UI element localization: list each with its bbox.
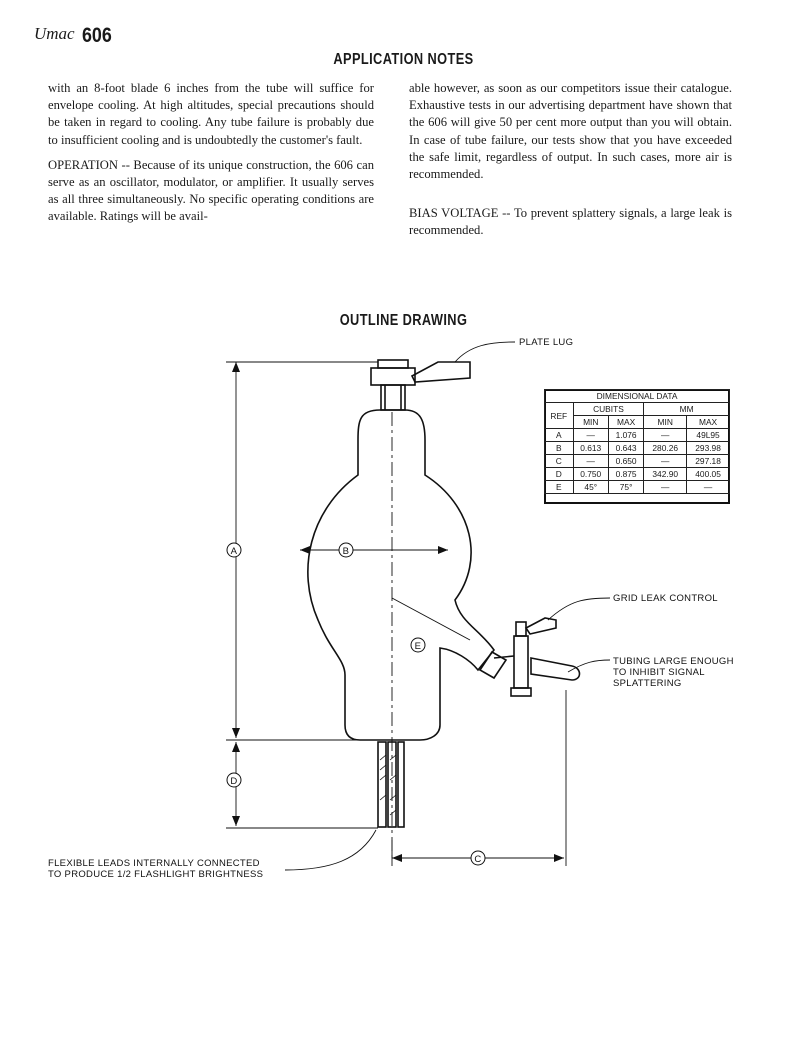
plate-nut xyxy=(371,368,415,385)
table-title: DIMENSIONAL DATA xyxy=(545,390,730,403)
table-cell: A xyxy=(545,429,574,442)
table-cell: — xyxy=(687,481,730,494)
table-cell: 342.90 xyxy=(644,468,687,481)
plate-lug xyxy=(412,362,470,382)
table-group-cubits: CUBITS xyxy=(573,403,644,416)
plate-lug-label: PLATE LUG xyxy=(519,337,574,348)
table-row xyxy=(545,481,730,494)
leads-label-line-2: TO PRODUCE 1/2 FLASHLIGHT BRIGHTNESS xyxy=(48,869,264,880)
table-cell: C xyxy=(545,455,574,468)
table-cell: — xyxy=(573,429,608,442)
table-cell: D xyxy=(545,468,574,481)
brand-logo: Umac xyxy=(34,24,75,43)
table-subheader: MIN xyxy=(644,416,687,429)
table-row xyxy=(545,455,730,468)
outline-drawing-title: OUTLINE DRAWING xyxy=(339,312,468,329)
application-notes-title: APPLICATION NOTES xyxy=(333,51,474,68)
tubing-label-line-1: TUBING LARGE ENOUGH xyxy=(613,656,734,667)
table-cell: 49L95 xyxy=(687,429,730,442)
table-cell: 0.875 xyxy=(608,468,643,481)
table-cell: 0.643 xyxy=(608,442,643,455)
leads-label-line-1: FLEXIBLE LEADS INTERNALLY CONNECTED xyxy=(48,858,260,869)
table-ref-header: REF xyxy=(545,403,574,429)
right-column xyxy=(409,80,732,248)
grid-leak-valve xyxy=(514,636,528,688)
left-paragraph-1: with an 8-foot blade 6 inches from the tube will suffice for envelope cooling. At high altitudes, special precautions should be taken in regard to cooling. Any tube failure is probably due to insufficient cooling and is undoubtedly the customer's fault. xyxy=(48,81,374,147)
table-cell: 75° xyxy=(608,481,643,494)
table-cell: — xyxy=(644,429,687,442)
dimensional-data-table xyxy=(544,389,730,494)
table-cell: 0.613 xyxy=(573,442,608,455)
table-cell: 0.750 xyxy=(573,468,608,481)
table-subheader: MAX xyxy=(687,416,730,429)
table-cell: — xyxy=(573,455,608,468)
table-cell: 280.26 xyxy=(644,442,687,455)
dim-d-label: D xyxy=(230,776,238,787)
table-cell: 0.650 xyxy=(608,455,643,468)
tubing-label-line-3: SPLATTERING xyxy=(613,678,682,689)
table-group-mm: MM xyxy=(644,403,730,416)
grid-leak-label: GRID LEAK CONTROL xyxy=(613,593,718,604)
table-cell: — xyxy=(644,455,687,468)
table-cell: 1.076 xyxy=(608,429,643,442)
dim-b-label: B xyxy=(342,546,350,557)
dim-e-label: E xyxy=(414,641,422,652)
table-cell: — xyxy=(644,481,687,494)
right-paragraph-2: BIAS VOLTAGE -- To prevent splattery signals, a large leak is recommended. xyxy=(409,206,732,238)
table-cell: 293.98 xyxy=(687,442,730,455)
tube-envelope xyxy=(308,410,494,740)
table-cell: 297.18 xyxy=(687,455,730,468)
tubing-label-line-2: TO INHIBIT SIGNAL xyxy=(613,667,705,678)
table-cell: B xyxy=(545,442,574,455)
table-cell: 400.05 xyxy=(687,468,730,481)
left-paragraph-2: OPERATION -- Because of its unique construction, the 606 can serve as an oscillator, modulator, or amplifier. It usually serves as all three simultaneously. No specific operating conditions are available. Ratings will be avail- xyxy=(48,157,374,224)
table-subheader: MIN xyxy=(573,416,608,429)
page-number: 606 xyxy=(82,24,112,47)
dim-c-label: C xyxy=(474,854,482,865)
table-row xyxy=(545,429,730,442)
table-cell: 45° xyxy=(573,481,608,494)
right-paragraph-1: able however, as soon as our competitors issue their catalogue. Exhaustive tests in our advertising department have shown that the 606 will give 50 per cent more output than you will obtain. In case of tube failure, our tests show that you have exceeded the safe limit, regardless of output. In such cases, more air is recommended. xyxy=(409,81,732,182)
table-cell: E xyxy=(545,481,574,494)
table-subheader: MAX xyxy=(608,416,643,429)
dim-a-label: A xyxy=(230,546,238,557)
table-row xyxy=(545,468,730,481)
left-column xyxy=(48,80,374,234)
table-row xyxy=(545,442,730,455)
